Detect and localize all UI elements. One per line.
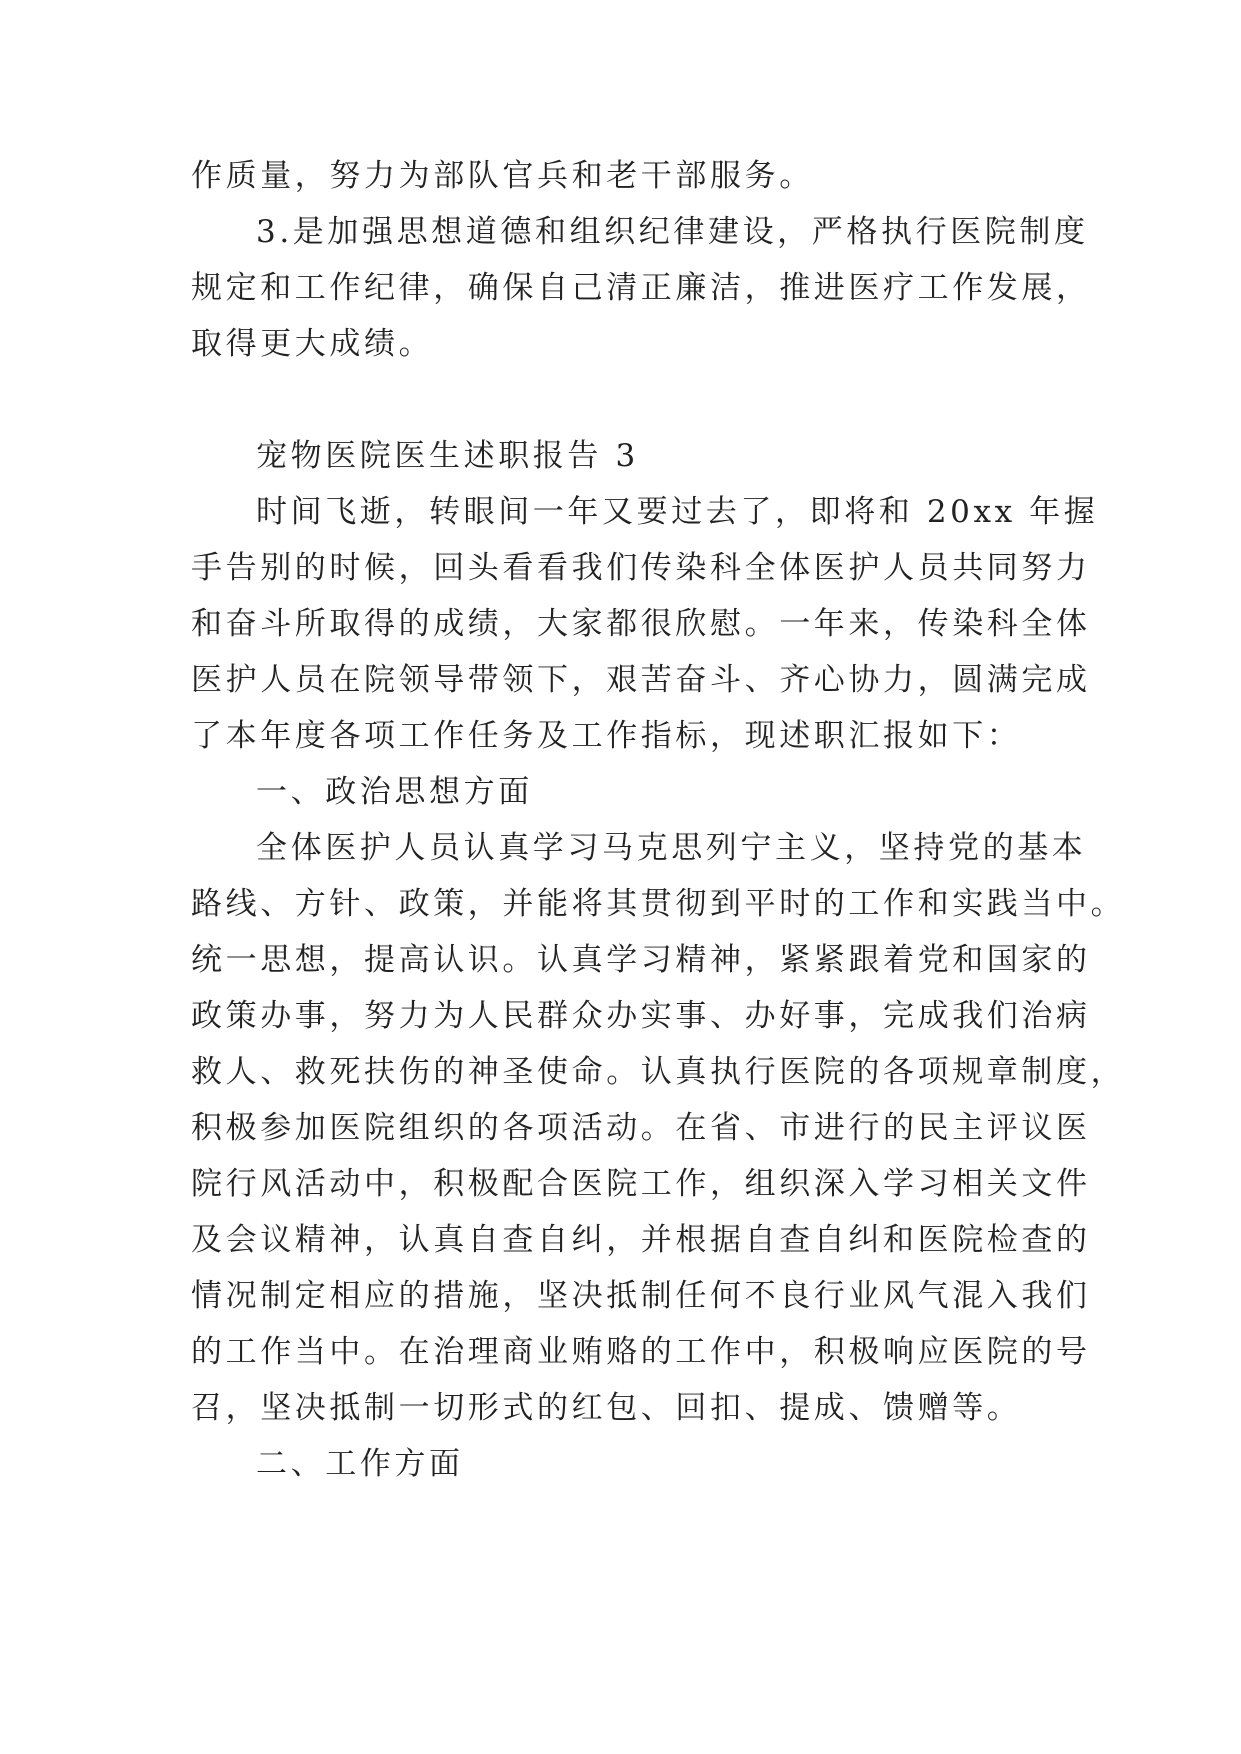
section-heading: 宠物医院医生述职报告 3 (256, 438, 639, 474)
text-line: 救人、救死扶伤的神圣使命。认真执行医院的各项规章制度， (191, 1054, 1126, 1090)
text-line: 召，坚决抵制一切形式的红包、回扣、提成、馈赠等。 (191, 1390, 1022, 1426)
text-line: 手告别的时候，回头看看我们传染科全体医护人员共同努力 (191, 550, 1091, 586)
text-line: 3.是加强思想道德和组织纪律建设，严格执行医院制度 (256, 214, 1089, 250)
subheading: 二、工作方面 (256, 1446, 464, 1482)
subheading: 一、政治思想方面 (256, 774, 533, 810)
text-line: 取得更大成绩。 (191, 326, 434, 362)
text-line: 及会议精神，认真自查自纠，并根据自查自纠和医院检查的 (191, 1222, 1091, 1258)
text-line: 作质量，努力为部队官兵和老干部服务。 (191, 158, 814, 194)
text-line: 时间飞逝，转眼间一年又要过去了，即将和 20xx 年握 (256, 494, 1099, 530)
text-line: 了本年度各项工作任务及工作指标，现述职汇报如下： (191, 718, 1022, 754)
text-line: 积极参加医院组织的各项活动。在省、市进行的民主评议医 (191, 1110, 1091, 1146)
text-line: 和奋斗所取得的成绩，大家都很欣慰。一年来，传染科全体 (191, 606, 1091, 642)
text-line: 院行风活动中，积极配合医院工作，组织深入学习相关文件 (191, 1166, 1091, 1202)
text-line: 全体医护人员认真学习马克思列宁主义，坚持党的基本 (256, 830, 1087, 866)
text-line: 政策办事，努力为人民群众办实事、办好事，完成我们治病 (191, 998, 1091, 1034)
text-line: 统一思想，提高认识。认真学习精神，紧紧跟着党和国家的 (191, 942, 1091, 978)
text-line: 的工作当中。在治理商业贿赂的工作中，积极响应医院的号 (191, 1334, 1091, 1370)
text-line: 路线、方针、政策，并能将其贯彻到平时的工作和实践当中。 (191, 886, 1126, 922)
text-line: 规定和工作纪律，确保自己清正廉洁，推进医疗工作发展， (191, 270, 1091, 306)
text-line: 情况制定相应的措施，坚决抵制任何不良行业风气混入我们 (191, 1278, 1091, 1314)
text-line: 医护人员在院领导带领下，艰苦奋斗、齐心协力，圆满完成 (191, 662, 1091, 698)
